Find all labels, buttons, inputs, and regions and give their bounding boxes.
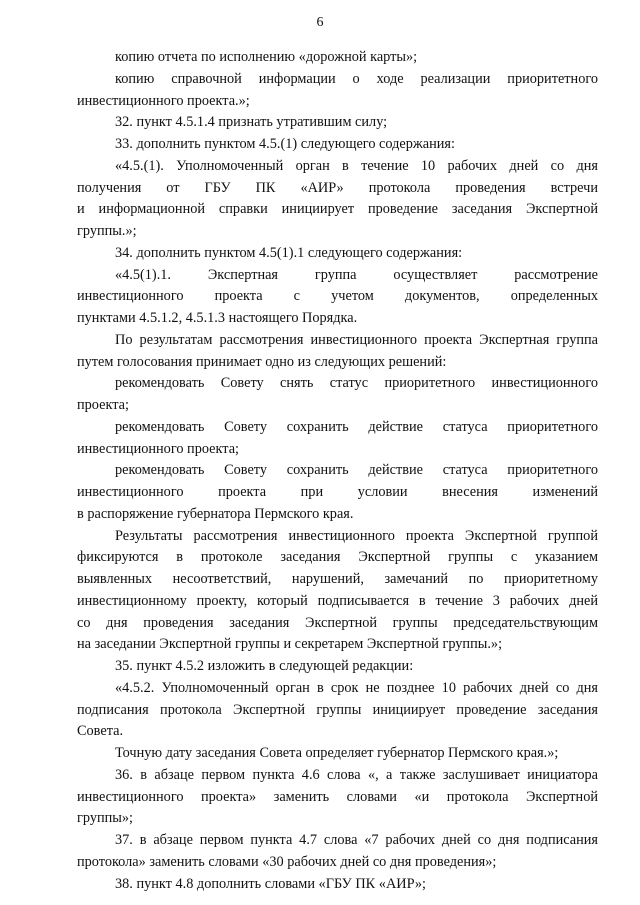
text-line: протокола» заменить словами «30 рабочих дней со дня проведения»; [77, 853, 497, 870]
text-line: пунктами 4.5.1.2, 4.5.1.3 настоящего Порядка. [77, 310, 358, 326]
text-line: 37. в абзаце первом пункта 4.7 слова «7 рабочих дней со дня подписания [115, 832, 598, 848]
text-line: инвестиционного проекта при условии внесения изменений [77, 484, 598, 500]
text-line: рекомендовать Совету сохранить действие статуса приоритетного [115, 418, 598, 435]
text-line: Точную дату заседания Совета определяет губернатор Пермского края.»; [115, 745, 559, 761]
text-line: инвестиционного проекта» заменить словами «и протокола Экспертной [77, 788, 598, 805]
text-line: инвестиционного проекта; [77, 440, 240, 457]
text-line: получения от ГБУ ПК «АИР» протокола проведения встречи [77, 179, 598, 196]
text-line: проекта; [77, 397, 129, 413]
text-line: копию отчета по исполнению «дорожной карты»; [115, 49, 418, 65]
text-line: рекомендовать Совету снять статус приоритетного инвестиционного [115, 375, 598, 392]
text-line: инвестиционному проекту, который подписывается в течение 3 рабочих дней [77, 592, 598, 609]
text-line: 32. пункт 4.5.1.4 признать утратившим силу; [115, 114, 388, 131]
text-line: на заседании Экспертной группы и секретарем Экспертной группы.»; [77, 636, 503, 653]
text-line: 36. в абзаце первом пункта 4.6 слова «, а также заслушивает инициатора [115, 766, 598, 783]
text-line: Совета. [77, 723, 124, 740]
text-line: в распоряжение губернатора Пермского края. [77, 505, 354, 522]
text-line: подписания протокола Экспертной группы инициирует проведение заседания [77, 701, 598, 718]
text-line: рекомендовать Совету сохранить действие статуса приоритетного [115, 462, 598, 479]
text-line: копию справочной информации о ходе реализации приоритетного [115, 70, 598, 87]
text-line: Результаты рассмотрения инвестиционного проекта Экспертной группой [115, 527, 598, 544]
text-line: По результатам рассмотрения инвестиционного проекта Экспертная группа [115, 331, 598, 348]
text-line: инвестиционного проекта.»; [77, 92, 250, 109]
text-line: 35. пункт 4.5.2 изложить в следующей редакции: [115, 658, 414, 674]
text-line: «4.5(1).1. Экспертная группа осуществляет рассмотрение [115, 266, 598, 283]
text-line: «4.5.(1). Уполномоченный орган в течение 10 рабочих дней со дня [115, 157, 598, 174]
page-number: 6 [316, 15, 324, 30]
text-line: со дня проведения заседания Экспертной группы председательствующим [77, 614, 598, 631]
text-line: «4.5.2. Уполномоченный орган в срок не позднее 10 рабочих дней со дня [115, 679, 598, 696]
text-line: группы»; [77, 810, 134, 827]
text-line: 34. дополнить пунктом 4.5(1).1 следующего содержания: [115, 244, 463, 261]
text-line: группы.»; [77, 223, 137, 239]
text-line: фиксируются в протоколе заседания Экспертной группы с указанием [77, 549, 598, 566]
text-line: инвестиционного проекта с учетом документов, определенных [77, 288, 598, 305]
document-body [77, 47, 598, 895]
text-line: выявленных несоответствий, нарушений, замечаний по приоритетному [77, 571, 598, 587]
text-line: 38. пункт 4.8 дополнить словами «ГБУ ПК «АИР»; [115, 875, 427, 892]
text-line: 33. дополнить пунктом 4.5.(1) следующего содержания: [115, 136, 455, 152]
text-line: путем голосования принимает одно из следующих решений: [77, 353, 447, 370]
text-line: и информационной справки инициирует проведение заседания Экспертной [77, 201, 598, 218]
